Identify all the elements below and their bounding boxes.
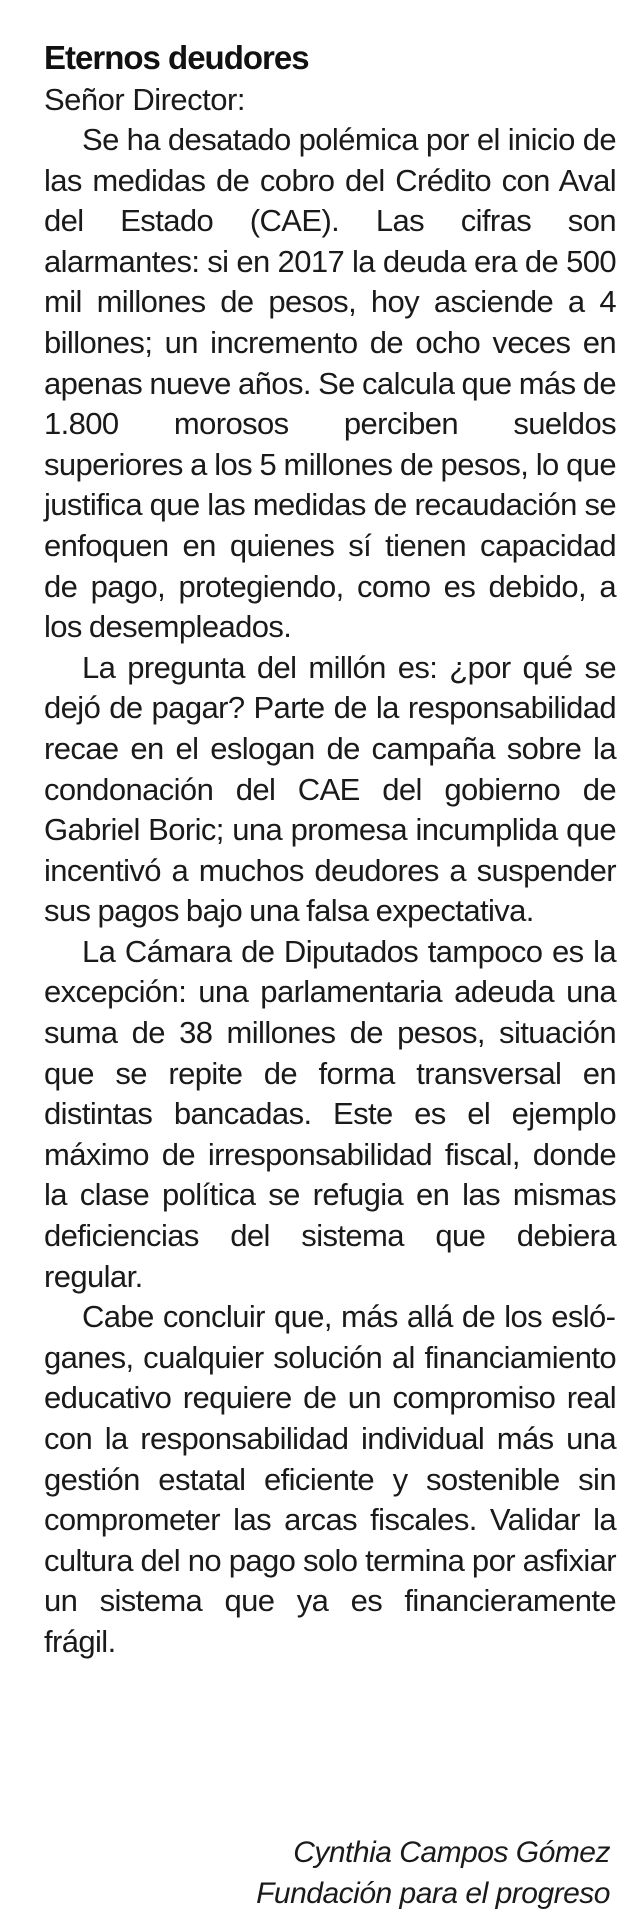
letter-title: Eternos deudores — [44, 39, 309, 76]
body-paragraph: La Cámara de Diputados tampoco es la excepción: una parlamentaria adeuda una suma de 38 millones de pesos, situación que se repite de forma transversal en distintas bancadas. Este es el ejemplo máximo de irresponsabilidad fiscal, donde la clase política se refugia en las mismas deficiencias del sistema que debiera regular. — [44, 933, 616, 1294]
body-paragraph: La pregunta del millón es: ¿por qué se dejó de pagar? Parte de la responsabilidad recae en el eslogan de campaña sobre la condonación del CAE del gobierno de Gabriel Boric; una promesa incumplida que incentivó a muchos deudores a suspender sus pagos bajo una falsa expectativa. — [44, 649, 616, 929]
author-organization: Fundación para el progreso — [256, 1877, 610, 1910]
body-paragraph: Cabe concluir que, más allá de los eslóganes, cualquier solución al financiamiento educativo requiere de un compromiso real con la responsabilidad individual más una gestión estatal eficiente y sostenible sin comprometer las arcas fiscales. Validar la cultura del no pago solo termina por asfixiar un sistema que ya es financieramente frágil. — [44, 1299, 616, 1659]
body-paragraph: Se ha desatado polémica por el inicio de las medidas de cobro del Crédito con Aval del Estado (CAE). Las cifras son alarmantes: si en 2017 la deuda era de 500 mil millones de pesos, hoy asciende a 4 billones; un incremento de ocho veces en apenas nueve años. Se calcula que más de 1.800 morosos perciben sueldos superiores a los 5 millones de pesos, lo que justifica que las medidas de recaudación se enfoquen en quienes sí tienen capacidad de pago, protegiendo, como es debido, a los desempleados. — [44, 122, 616, 645]
letter-article — [44, 38, 616, 1663]
author-name: Cynthia Campos Gómez — [293, 1836, 610, 1869]
letter-salutation: Señor Director: — [44, 82, 245, 117]
letter-signature — [256, 1832, 610, 1914]
letter-body — [44, 120, 616, 1663]
